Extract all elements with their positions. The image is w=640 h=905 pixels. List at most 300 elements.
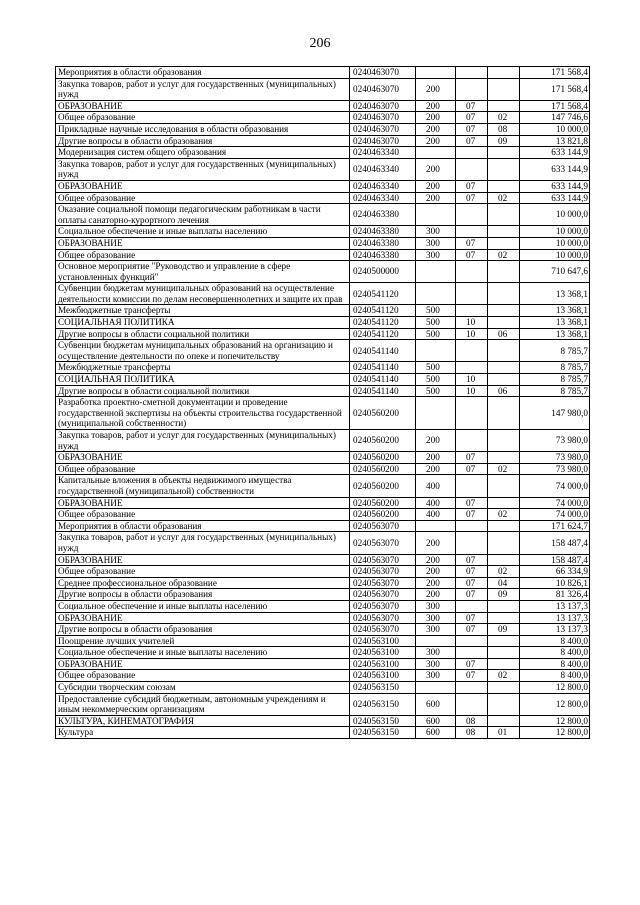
table-row (56, 670, 590, 682)
expense-type-code-cell: 500 (416, 317, 456, 329)
section-code-cell (456, 647, 488, 659)
amount-cell: 13 137,3 (520, 624, 590, 636)
amount-cell: 13 137,3 (520, 612, 590, 624)
target-code-cell: 0240463380 (350, 249, 416, 261)
table-row (56, 397, 590, 430)
section-code-cell: 07 (456, 497, 488, 509)
table-row (56, 362, 590, 374)
item-name-cell: Межбюджетные трансферты (56, 305, 350, 317)
expense-type-code-cell: 500 (416, 328, 456, 340)
target-code-cell: 0240563150 (350, 727, 416, 739)
item-name-cell: Закупка товаров, работ и услуг для государственных (муниципальных) нужд (56, 78, 350, 100)
table-row (56, 532, 590, 554)
section-code-cell: 07 (456, 577, 488, 589)
item-name-cell: ОБРАЗОВАНИЕ (56, 180, 350, 192)
subsection-code-cell (488, 374, 520, 386)
section-code-cell: 07 (456, 249, 488, 261)
section-code-cell: 07 (456, 463, 488, 475)
target-code-cell: 0240463070 (350, 78, 416, 100)
expense-type-code-cell (416, 204, 456, 226)
table-row (56, 112, 590, 124)
expense-type-code-cell (416, 682, 456, 694)
target-code-cell: 0240541120 (350, 283, 416, 305)
target-code-cell: 0240541120 (350, 328, 416, 340)
expense-type-code-cell: 200 (416, 532, 456, 554)
subsection-code-cell: 02 (488, 566, 520, 578)
section-code-cell: 07 (456, 100, 488, 112)
target-code-cell: 0240541140 (350, 374, 416, 386)
section-code-cell (456, 283, 488, 305)
section-code-cell (456, 693, 488, 715)
section-code-cell: 07 (456, 135, 488, 147)
target-code-cell: 0240563100 (350, 670, 416, 682)
item-name-cell: Общее образование (56, 112, 350, 124)
table-row (56, 385, 590, 397)
table-row (56, 497, 590, 509)
target-code-cell: 0240563100 (350, 647, 416, 659)
section-code-cell (456, 362, 488, 374)
table-row (56, 693, 590, 715)
amount-cell: 8 785,7 (520, 362, 590, 374)
section-code-cell (456, 305, 488, 317)
amount-cell: 10 000,0 (520, 226, 590, 238)
table-row (56, 624, 590, 636)
item-name-cell: Межбюджетные трансферты (56, 362, 350, 374)
amount-cell: 8 400,0 (520, 635, 590, 647)
target-code-cell: 0240563150 (350, 715, 416, 727)
item-name-cell: ОБРАЗОВАНИЕ (56, 452, 350, 464)
target-code-cell: 0240560200 (350, 397, 416, 430)
expense-type-code-cell: 200 (416, 589, 456, 601)
target-code-cell: 0240463070 (350, 112, 416, 124)
item-name-cell: Оказание социальной помощи педагогическим работникам в части оплаты санаторно-курортного лечения (56, 204, 350, 226)
subsection-code-cell (488, 520, 520, 532)
subsection-code-cell: 09 (488, 624, 520, 636)
table-row (56, 147, 590, 159)
target-code-cell: 0240563070 (350, 577, 416, 589)
amount-cell: 171 568,4 (520, 67, 590, 79)
subsection-code-cell (488, 204, 520, 226)
item-name-cell: Субвенции бюджетам муниципальных образований на организацию и осуществление деятельности по опеке и попечительству (56, 340, 350, 362)
subsection-code-cell (488, 397, 520, 430)
section-code-cell (456, 682, 488, 694)
expense-type-code-cell: 300 (416, 624, 456, 636)
expense-type-code-cell: 600 (416, 727, 456, 739)
expense-type-code-cell: 200 (416, 430, 456, 452)
amount-cell: 74 000,0 (520, 497, 590, 509)
amount-cell: 12 800,0 (520, 715, 590, 727)
amount-cell: 633 144,9 (520, 180, 590, 192)
item-name-cell: Другие вопросы в области образования (56, 135, 350, 147)
amount-cell: 8 785,7 (520, 385, 590, 397)
item-name-cell: Общее образование (56, 509, 350, 521)
subsection-code-cell: 02 (488, 509, 520, 521)
item-name-cell: ОБРАЗОВАНИЕ (56, 658, 350, 670)
table-row (56, 249, 590, 261)
target-code-cell: 0240563150 (350, 693, 416, 715)
expense-type-code-cell: 200 (416, 100, 456, 112)
table-row (56, 283, 590, 305)
table-row (56, 554, 590, 566)
target-code-cell: 0240563150 (350, 682, 416, 694)
amount-cell: 10 826,1 (520, 577, 590, 589)
item-name-cell: Общее образование (56, 249, 350, 261)
target-code-cell: 0240463070 (350, 123, 416, 135)
table-row (56, 463, 590, 475)
amount-cell: 8 785,7 (520, 340, 590, 362)
table-row (56, 509, 590, 521)
item-name-cell: Прикладные научные исследования в области образования (56, 123, 350, 135)
table-row (56, 123, 590, 135)
subsection-code-cell (488, 317, 520, 329)
item-name-cell: Социальное обеспечение и иные выплаты населению (56, 647, 350, 659)
amount-cell: 13 137,3 (520, 600, 590, 612)
expense-type-code-cell: 200 (416, 135, 456, 147)
expense-type-code-cell: 200 (416, 452, 456, 464)
budget-table (55, 66, 590, 739)
target-code-cell: 0240463070 (350, 100, 416, 112)
section-code-cell: 07 (456, 612, 488, 624)
amount-cell: 8 400,0 (520, 647, 590, 659)
section-code-cell (456, 397, 488, 430)
table-row (56, 589, 590, 601)
expense-type-code-cell: 200 (416, 123, 456, 135)
table-row (56, 430, 590, 452)
subsection-code-cell (488, 237, 520, 249)
subsection-code-cell (488, 362, 520, 374)
expense-type-code-cell: 200 (416, 577, 456, 589)
amount-cell: 171 568,4 (520, 100, 590, 112)
target-code-cell: 0240563070 (350, 600, 416, 612)
amount-cell: 13 368,1 (520, 317, 590, 329)
subsection-code-cell (488, 305, 520, 317)
expense-type-code-cell (416, 147, 456, 159)
expense-type-code-cell: 400 (416, 497, 456, 509)
table-row (56, 204, 590, 226)
item-name-cell: Субсидии творческим союзам (56, 682, 350, 694)
table-row (56, 600, 590, 612)
item-name-cell: Закупка товаров, работ и услуг для государственных (муниципальных) нужд (56, 532, 350, 554)
subsection-code-cell: 02 (488, 249, 520, 261)
target-code-cell: 0240560200 (350, 452, 416, 464)
table-row (56, 180, 590, 192)
subsection-code-cell (488, 532, 520, 554)
item-name-cell: Общее образование (56, 463, 350, 475)
amount-cell: 633 144,9 (520, 158, 590, 180)
subsection-code-cell: 01 (488, 727, 520, 739)
table-row (56, 566, 590, 578)
table-row (56, 100, 590, 112)
subsection-code-cell: 04 (488, 577, 520, 589)
target-code-cell: 0240500000 (350, 261, 416, 283)
expense-type-code-cell: 300 (416, 600, 456, 612)
expense-type-code-cell: 300 (416, 670, 456, 682)
expense-type-code-cell: 500 (416, 385, 456, 397)
subsection-code-cell (488, 283, 520, 305)
table-row (56, 78, 590, 100)
subsection-code-cell (488, 612, 520, 624)
table-row (56, 226, 590, 238)
section-code-cell (456, 147, 488, 159)
section-code-cell (456, 261, 488, 283)
section-code-cell: 07 (456, 112, 488, 124)
target-code-cell: 0240541140 (350, 385, 416, 397)
subsection-code-cell (488, 180, 520, 192)
item-name-cell: Поощрение лучших учителей (56, 635, 350, 647)
amount-cell: 8 400,0 (520, 670, 590, 682)
section-code-cell: 07 (456, 192, 488, 204)
amount-cell: 74 000,0 (520, 475, 590, 497)
amount-cell: 13 368,1 (520, 305, 590, 317)
section-code-cell: 07 (456, 589, 488, 601)
subsection-code-cell: 06 (488, 385, 520, 397)
subsection-code-cell (488, 158, 520, 180)
item-name-cell: СОЦИАЛЬНАЯ ПОЛИТИКА (56, 317, 350, 329)
amount-cell: 73 980,0 (520, 463, 590, 475)
table-row (56, 647, 590, 659)
section-code-cell: 07 (456, 237, 488, 249)
item-name-cell: Субвенции бюджетам муниципальных образований на осуществление деятельности комиссии по делам несовершеннолетних и защите их прав (56, 283, 350, 305)
expense-type-code-cell: 200 (416, 463, 456, 475)
expense-type-code-cell: 300 (416, 237, 456, 249)
subsection-code-cell (488, 226, 520, 238)
item-name-cell: Модернизация систем общего образования (56, 147, 350, 159)
amount-cell: 12 800,0 (520, 682, 590, 694)
amount-cell: 66 334,9 (520, 566, 590, 578)
section-code-cell (456, 475, 488, 497)
amount-cell: 147 980,0 (520, 397, 590, 430)
expense-type-code-cell: 600 (416, 715, 456, 727)
expense-type-code-cell: 200 (416, 158, 456, 180)
target-code-cell: 0240463380 (350, 226, 416, 238)
subsection-code-cell (488, 261, 520, 283)
table-row (56, 658, 590, 670)
expense-type-code-cell: 600 (416, 693, 456, 715)
amount-cell: 158 487,4 (520, 532, 590, 554)
target-code-cell: 0240560200 (350, 430, 416, 452)
item-name-cell: Мероприятия в области образования (56, 67, 350, 79)
table-row (56, 317, 590, 329)
item-name-cell: Среднее профессиональное образование (56, 577, 350, 589)
section-code-cell (456, 520, 488, 532)
item-name-cell: Социальное обеспечение и иные выплаты населению (56, 226, 350, 238)
item-name-cell: Разработка проектно-сметной документации и проведение государственной экспертизы на объекты строительства государственной (муниципальной собственности) (56, 397, 350, 430)
table-row (56, 305, 590, 317)
section-code-cell (456, 340, 488, 362)
expense-type-code-cell: 400 (416, 509, 456, 521)
item-name-cell: Социальное обеспечение и иные выплаты населению (56, 600, 350, 612)
item-name-cell: Культура (56, 727, 350, 739)
expense-type-code-cell (416, 520, 456, 532)
table-row (56, 340, 590, 362)
target-code-cell: 0240463070 (350, 135, 416, 147)
target-code-cell: 0240463380 (350, 237, 416, 249)
table-row (56, 475, 590, 497)
section-code-cell (456, 430, 488, 452)
item-name-cell: Закупка товаров, работ и услуг для государственных (муниципальных) нужд (56, 158, 350, 180)
subsection-code-cell (488, 497, 520, 509)
subsection-code-cell (488, 658, 520, 670)
section-code-cell (456, 78, 488, 100)
target-code-cell: 0240541120 (350, 317, 416, 329)
item-name-cell: Капитальные вложения в объекты недвижимого имущества государственной (муниципальной) собственности (56, 475, 350, 497)
target-code-cell: 0240541120 (350, 305, 416, 317)
item-name-cell: ОБРАЗОВАНИЕ (56, 237, 350, 249)
expense-type-code-cell (416, 283, 456, 305)
item-name-cell: ОБРАЗОВАНИЕ (56, 100, 350, 112)
budget-table-body (56, 67, 590, 739)
expense-type-code-cell: 200 (416, 566, 456, 578)
subsection-code-cell (488, 78, 520, 100)
subsection-code-cell (488, 635, 520, 647)
section-code-cell: 07 (456, 180, 488, 192)
subsection-code-cell (488, 554, 520, 566)
amount-cell: 10 000,0 (520, 249, 590, 261)
expense-type-code-cell: 200 (416, 554, 456, 566)
section-code-cell (456, 67, 488, 79)
expense-type-code-cell: 200 (416, 180, 456, 192)
section-code-cell (456, 600, 488, 612)
target-code-cell: 0240560200 (350, 509, 416, 521)
item-name-cell: Мероприятия в области образования (56, 520, 350, 532)
target-code-cell: 0240563100 (350, 658, 416, 670)
target-code-cell: 0240563070 (350, 612, 416, 624)
expense-type-code-cell (416, 397, 456, 430)
target-code-cell: 0240463070 (350, 67, 416, 79)
expense-type-code-cell: 300 (416, 612, 456, 624)
amount-cell: 633 144,9 (520, 192, 590, 204)
amount-cell: 10 000,0 (520, 237, 590, 249)
amount-cell: 8 400,0 (520, 658, 590, 670)
subsection-code-cell (488, 452, 520, 464)
subsection-code-cell: 02 (488, 112, 520, 124)
target-code-cell: 0240560200 (350, 463, 416, 475)
item-name-cell: Общее образование (56, 566, 350, 578)
target-code-cell: 0240563070 (350, 554, 416, 566)
amount-cell: 8 785,7 (520, 374, 590, 386)
subsection-code-cell (488, 600, 520, 612)
subsection-code-cell: 02 (488, 192, 520, 204)
item-name-cell: Общее образование (56, 192, 350, 204)
target-code-cell: 0240463340 (350, 180, 416, 192)
amount-cell: 13 368,1 (520, 328, 590, 340)
table-row (56, 577, 590, 589)
item-name-cell: Другие вопросы в области образования (56, 624, 350, 636)
target-code-cell: 0240541140 (350, 340, 416, 362)
subsection-code-cell (488, 100, 520, 112)
table-row (56, 612, 590, 624)
item-name-cell: Предоставление субсидий бюджетным, автономным учреждениям и иным некоммерческим организациям (56, 693, 350, 715)
subsection-code-cell (488, 67, 520, 79)
section-code-cell: 07 (456, 624, 488, 636)
target-code-cell: 0240560200 (350, 497, 416, 509)
item-name-cell: Другие вопросы в области образования (56, 589, 350, 601)
expense-type-code-cell (416, 67, 456, 79)
amount-cell: 12 800,0 (520, 727, 590, 739)
section-code-cell: 08 (456, 715, 488, 727)
item-name-cell: ОБРАЗОВАНИЕ (56, 497, 350, 509)
expense-type-code-cell: 200 (416, 112, 456, 124)
target-code-cell: 0240563070 (350, 624, 416, 636)
item-name-cell: Другие вопросы в области социальной политики (56, 328, 350, 340)
target-code-cell: 0240463340 (350, 158, 416, 180)
amount-cell: 12 800,0 (520, 693, 590, 715)
target-code-cell: 0240463340 (350, 192, 416, 204)
amount-cell: 633 144,9 (520, 147, 590, 159)
target-code-cell: 0240560200 (350, 475, 416, 497)
page-number: 206 (309, 36, 331, 51)
expense-type-code-cell: 300 (416, 658, 456, 670)
amount-cell: 171 624,7 (520, 520, 590, 532)
expense-type-code-cell: 200 (416, 192, 456, 204)
subsection-code-cell: 06 (488, 328, 520, 340)
expense-type-code-cell: 500 (416, 362, 456, 374)
expense-type-code-cell: 200 (416, 78, 456, 100)
expense-type-code-cell: 500 (416, 305, 456, 317)
section-code-cell (456, 226, 488, 238)
amount-cell: 10 000,0 (520, 204, 590, 226)
target-code-cell: 0240563070 (350, 589, 416, 601)
table-row (56, 135, 590, 147)
table-row (56, 715, 590, 727)
item-name-cell: Основное мероприятие "Руководство и управление в сфере установленных функций" (56, 261, 350, 283)
expense-type-code-cell (416, 261, 456, 283)
section-code-cell: 08 (456, 727, 488, 739)
amount-cell: 710 647,6 (520, 261, 590, 283)
amount-cell: 73 980,0 (520, 430, 590, 452)
expense-type-code-cell: 300 (416, 647, 456, 659)
amount-cell: 13 821,8 (520, 135, 590, 147)
table-row (56, 520, 590, 532)
section-code-cell: 07 (456, 658, 488, 670)
section-code-cell (456, 635, 488, 647)
expense-type-code-cell (416, 635, 456, 647)
subsection-code-cell (488, 475, 520, 497)
table-row (56, 452, 590, 464)
target-code-cell: 0240463380 (350, 204, 416, 226)
expense-type-code-cell: 300 (416, 226, 456, 238)
table-row (56, 158, 590, 180)
subsection-code-cell (488, 147, 520, 159)
section-code-cell: 07 (456, 566, 488, 578)
subsection-code-cell (488, 340, 520, 362)
expense-type-code-cell: 500 (416, 374, 456, 386)
amount-cell: 74 000,0 (520, 509, 590, 521)
table-row (56, 635, 590, 647)
subsection-code-cell (488, 647, 520, 659)
section-code-cell: 07 (456, 554, 488, 566)
target-code-cell: 0240563070 (350, 566, 416, 578)
amount-cell: 10 000,0 (520, 123, 590, 135)
target-code-cell: 0240563070 (350, 532, 416, 554)
item-name-cell: ОБРАЗОВАНИЕ (56, 612, 350, 624)
subsection-code-cell: 09 (488, 135, 520, 147)
item-name-cell: Другие вопросы в области социальной политики (56, 385, 350, 397)
section-code-cell: 07 (456, 670, 488, 682)
table-row (56, 237, 590, 249)
subsection-code-cell (488, 693, 520, 715)
subsection-code-cell: 02 (488, 670, 520, 682)
item-name-cell: Закупка товаров, работ и услуг для государственных (муниципальных) нужд (56, 430, 350, 452)
target-code-cell: 0240563070 (350, 520, 416, 532)
subsection-code-cell (488, 715, 520, 727)
subsection-code-cell (488, 430, 520, 452)
subsection-code-cell: 09 (488, 589, 520, 601)
section-code-cell: 10 (456, 385, 488, 397)
amount-cell: 13 368,1 (520, 283, 590, 305)
section-code-cell: 07 (456, 452, 488, 464)
target-code-cell: 0240563100 (350, 635, 416, 647)
